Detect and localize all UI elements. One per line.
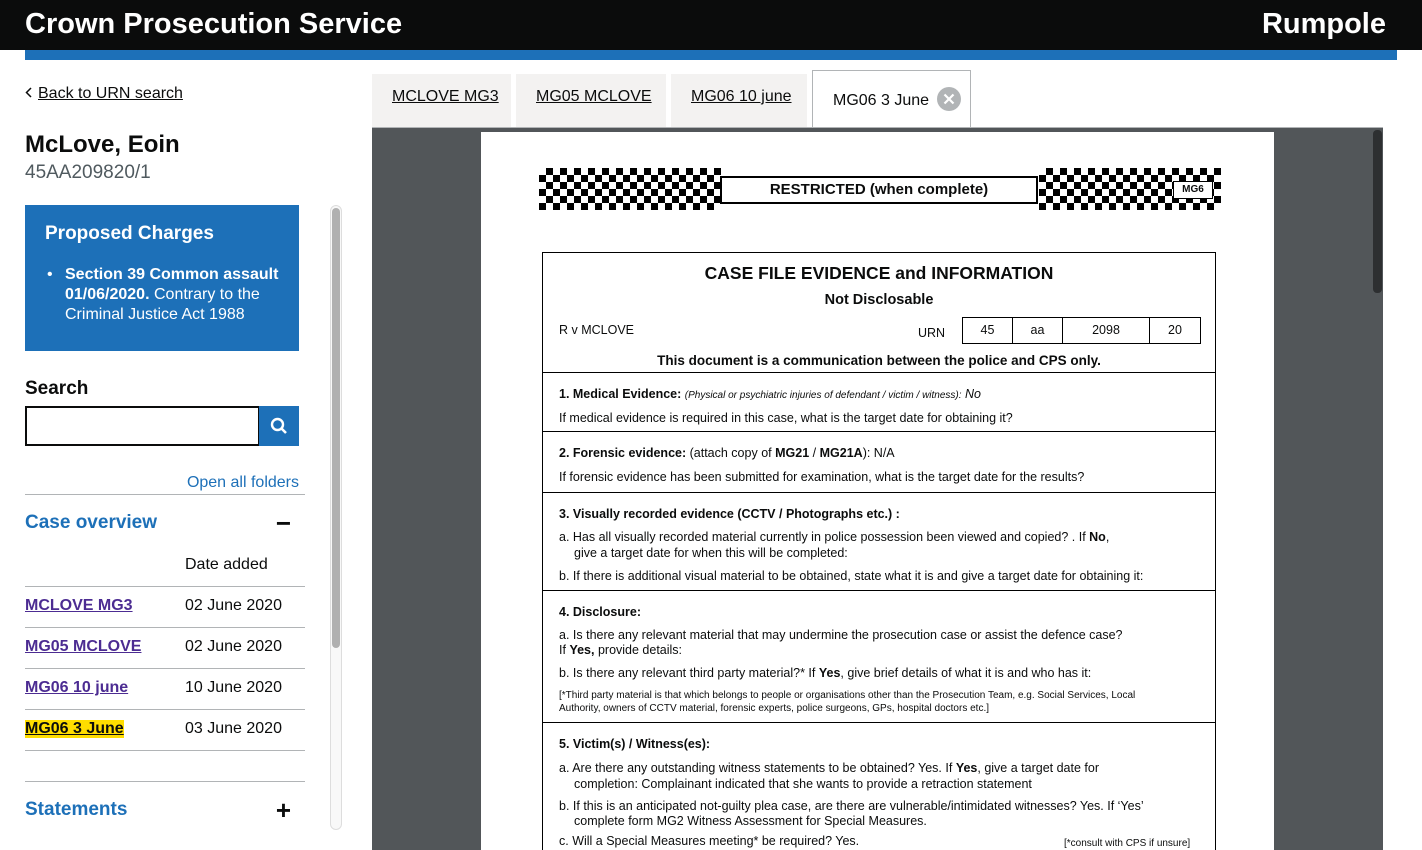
document-row: [25, 587, 305, 628]
section-hint: (Physical or psychiatric injuries of defendant / victim / witness):: [684, 390, 962, 401]
urn-part: aa: [1013, 318, 1063, 343]
section-disclosure: [543, 591, 1215, 723]
section-line: [559, 530, 1109, 544]
divider: [25, 781, 305, 782]
document-row: [25, 628, 305, 669]
org-title: Crown Prosecution Service: [25, 8, 403, 40]
urn-boxes: [962, 317, 1201, 344]
proposed-charges-panel: [25, 205, 299, 351]
form-title: CASE FILE EVIDENCE and INFORMATION: [704, 263, 1054, 283]
text: b. Is there any relevant third party material?* If: [559, 666, 816, 680]
text: If: [559, 643, 566, 657]
section-heading: [559, 507, 900, 521]
back-to-urn-search-link[interactable]: [25, 85, 183, 103]
app-title: Rumpole: [1261, 8, 1386, 40]
document-link[interactable]: MCLOVE MG3: [25, 597, 133, 614]
document-date: 03 June 2020: [185, 720, 282, 737]
communication-note: This document is a communication between the police and CPS only.: [657, 353, 1101, 368]
charge-name: Section 39 Common assault 01/06/2020.: [65, 266, 279, 303]
search-label: Search: [25, 378, 89, 399]
case-name: R v MCLOVE: [559, 323, 635, 337]
section-line: [559, 666, 1091, 680]
header: [0, 0, 1422, 50]
section-question: If medical evidence is required in this case, what is the target date for obtaining it?: [559, 411, 1013, 425]
text: MG21: [775, 446, 810, 460]
restricted-label: RESTRICTED (when complete): [720, 176, 1038, 204]
proposed-charges-title: Proposed Charges: [45, 223, 214, 244]
viewer-scrollbar-thumb[interactable]: [1373, 130, 1382, 293]
section-question: If forensic evidence has been submitted for examination, what is the target date for the results?: [559, 470, 1085, 484]
text: a. Has all visually recorded material currently in police possession been viewed and copied? . If: [559, 530, 1086, 544]
date-added-header: Date added: [185, 556, 268, 573]
scrollbar-thumb[interactable]: [332, 208, 340, 648]
pdf-viewer[interactable]: [372, 127, 1383, 850]
text: provide details:: [597, 643, 683, 657]
charges-list: [45, 265, 279, 325]
form-header: [543, 253, 1215, 373]
header-accent-bar: [25, 50, 1397, 60]
section-line: complete form MG2 Witness Assessment for Special Measures.: [574, 814, 927, 828]
checker-pattern: [539, 168, 721, 210]
statements-toggle[interactable]: [25, 795, 299, 825]
charge-item: [65, 265, 279, 325]
section-line: [559, 643, 682, 657]
statements-label: Statements: [25, 799, 128, 820]
section-line: a. Is there any relevant material that may undermine the prosecution case or assist the defence case?: [559, 628, 1123, 642]
document-row-selected: [25, 710, 305, 751]
text: Yes: [955, 761, 978, 775]
text: , give a target date for: [977, 761, 1099, 775]
tab-mg06-10-june[interactable]: MG06 10 june: [671, 74, 807, 127]
section-line: b. If there is additional visual material to be obtained, state what it is and give a target date for obtaining it:: [559, 569, 1144, 583]
urn-part: 20: [1168, 323, 1182, 337]
urn-part: 2098: [1063, 318, 1150, 343]
section-line: [559, 761, 1099, 775]
document-link-active[interactable]: MG06 3 June: [25, 720, 124, 737]
divider: [25, 494, 305, 495]
document-date: 02 June 2020: [185, 597, 282, 614]
text: , give brief details of what it is and who has it:: [840, 666, 1092, 680]
section-heading: [559, 737, 710, 751]
charge-detail: Contrary to the Criminal Justice Act 1988: [65, 286, 260, 323]
urn-label: URN: [918, 326, 946, 340]
section-heading-text: 5. Victim(s) / Witness(es):: [559, 737, 711, 751]
tab-label: MG06 3 June: [833, 92, 930, 110]
document-link[interactable]: MG06 10 june: [25, 679, 129, 696]
section-line: give a target date for when this will be completed:: [574, 546, 848, 560]
text: Yes: [818, 666, 841, 680]
case-file-form: [542, 252, 1216, 850]
case-overview-toggle[interactable]: [25, 508, 299, 538]
form-code: MG6: [1173, 181, 1213, 199]
document-row: [25, 669, 305, 710]
case-overview-label: Case overview: [25, 512, 158, 533]
document-date: 02 June 2020: [185, 638, 282, 655]
document-date: 10 June 2020: [185, 679, 282, 696]
footnote: [*consult with CPS if unsure]: [1064, 838, 1191, 849]
section-heading: 2. Forensic evidence:: [559, 446, 687, 460]
plus-icon: +: [275, 795, 291, 825]
text: ,: [1105, 530, 1110, 544]
open-all-folders-link[interactable]: Open all folders: [186, 474, 299, 491]
text: MG21A: [819, 446, 863, 460]
text: ): N/A: [862, 446, 895, 460]
section-heading: [559, 605, 641, 619]
urn-part: 45: [963, 318, 1013, 343]
section-heading-text: 3. Visually recorded evidence (CCTV / Photographs etc.) :: [559, 507, 900, 521]
close-tab-icon[interactable]: [937, 87, 961, 111]
defendant-name: McLove, Eoin: [25, 131, 180, 158]
restricted-banner: [539, 168, 1221, 210]
section-victims-witnesses: [543, 723, 1215, 850]
section-heading-text: 4. Disclosure:: [559, 605, 641, 619]
section-answer: No: [965, 387, 982, 401]
text: /: [812, 446, 817, 460]
form-subtitle: Not Disclosable: [824, 292, 934, 308]
minus-icon: −: [275, 508, 291, 538]
section-medical: [543, 373, 1215, 432]
search-input[interactable]: [25, 406, 260, 446]
text: a. Are there any outstanding witness statements to be obtained? Yes. If: [559, 761, 953, 775]
pdf-page: [481, 132, 1274, 850]
section-line: c. Will a Special Measures meeting* be required? Yes.: [559, 834, 860, 848]
back-link-label: Back to URN search: [38, 85, 183, 102]
search-button[interactable]: [259, 406, 299, 446]
section-visual-evidence: [543, 493, 1215, 591]
search-icon: [270, 417, 288, 435]
tab-mg05-mclove[interactable]: MG05 MCLOVE: [516, 74, 666, 127]
text: (attach copy of: [689, 446, 772, 460]
text: Yes,: [569, 643, 595, 657]
footnote: Authority, owners of CCTV material, forensic experts, police surgeons, GPs, hospital doctors etc.]: [559, 703, 989, 714]
section-line: completion: Complainant indicated that she wants to provide a retraction statement: [574, 777, 1032, 791]
defendant-urn: 45AA209820/1: [25, 162, 151, 183]
sidebar-scrollbar[interactable]: [330, 205, 342, 830]
chevron-left-icon: [25, 85, 32, 103]
section-line: b. If this is an anticipated not-guilty plea case, are there are vulnerable/intimidated witnesses? Yes. If ‘Yes’: [559, 799, 1144, 813]
text: No: [1089, 530, 1106, 544]
document-link[interactable]: MG05 MCLOVE: [25, 638, 142, 655]
section-heading: 1. Medical Evidence:: [559, 387, 682, 401]
footnote: [*Third party material is that which belongs to people or organisations other than the Prosecution Team, e.g. Social Services, Local: [559, 690, 1136, 701]
section-line: [559, 446, 895, 460]
tab-mclove-mg3[interactable]: MCLOVE MG3: [372, 74, 511, 127]
tab-mg06-3-june[interactable]: [812, 70, 971, 127]
section-line: [559, 387, 981, 401]
section-forensic: [543, 432, 1215, 493]
